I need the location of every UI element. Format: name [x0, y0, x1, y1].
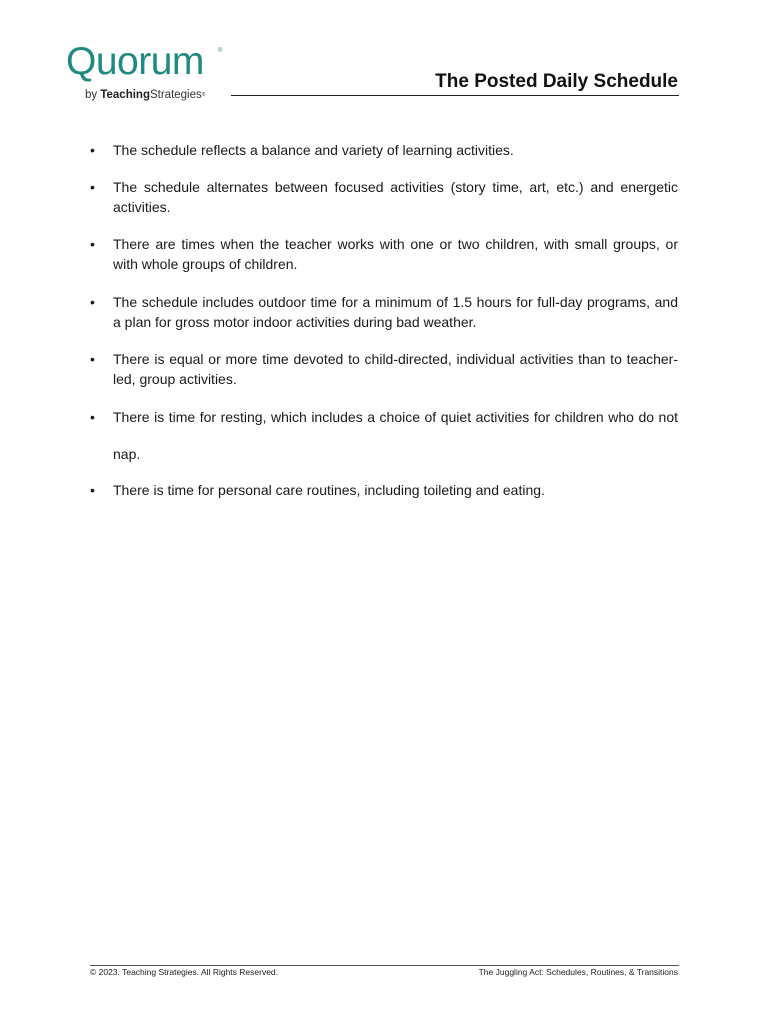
footer-divider [90, 965, 679, 966]
logo-registered-mark: ® [218, 48, 223, 54]
bullet-icon: • [90, 236, 95, 252]
bullet-text: There is time for resting, which includes a choice of quiet activities for children who do not nap. [113, 409, 678, 462]
bullet-text: The schedule reflects a balance and variety of learning activities. [113, 142, 514, 158]
bullet-icon: • [90, 294, 95, 310]
footer-copyright: © 2023. Teaching Strategies. All Rights Reserved. [90, 967, 279, 977]
logo-by: by [85, 89, 101, 101]
bullet-text: There is equal or more time devoted to child-directed, individual activities than to teacher-led, group activities. [113, 351, 678, 387]
logo-byline [85, 88, 205, 102]
footer-document-name: The Juggling Act: Schedules, Routines, & Transitions [478, 967, 678, 977]
page-title: The Posted Daily Schedule [435, 71, 678, 92]
logo-brand-bold: Teaching [100, 89, 150, 101]
bullet-text: The schedule alternates between focused activities (story time, art, etc.) and energetic activities. [113, 179, 678, 215]
bullet-icon: • [90, 482, 95, 498]
bullet-text: There is time for personal care routines, including toileting and eating. [113, 482, 545, 498]
bullet-icon: • [90, 179, 95, 195]
logo-brand-regular: Strategies [149, 89, 202, 101]
logo-wordmark: Quorum [66, 40, 204, 83]
bullet-text: There are times when the teacher works with one or two children, with small groups, or with whole groups of children. [113, 236, 678, 272]
bullet-icon: • [90, 142, 95, 158]
bullet-icon: • [90, 351, 95, 367]
bullet-text: The schedule includes outdoor time for a minimum of 1.5 hours for full-day programs, and a plan for gross motor indoor activities during bad weather. [113, 294, 678, 330]
logo-brand-mark: ® [201, 92, 206, 98]
title-divider [231, 95, 679, 96]
quorum-logo [66, 40, 231, 102]
bullet-icon: • [90, 409, 95, 425]
